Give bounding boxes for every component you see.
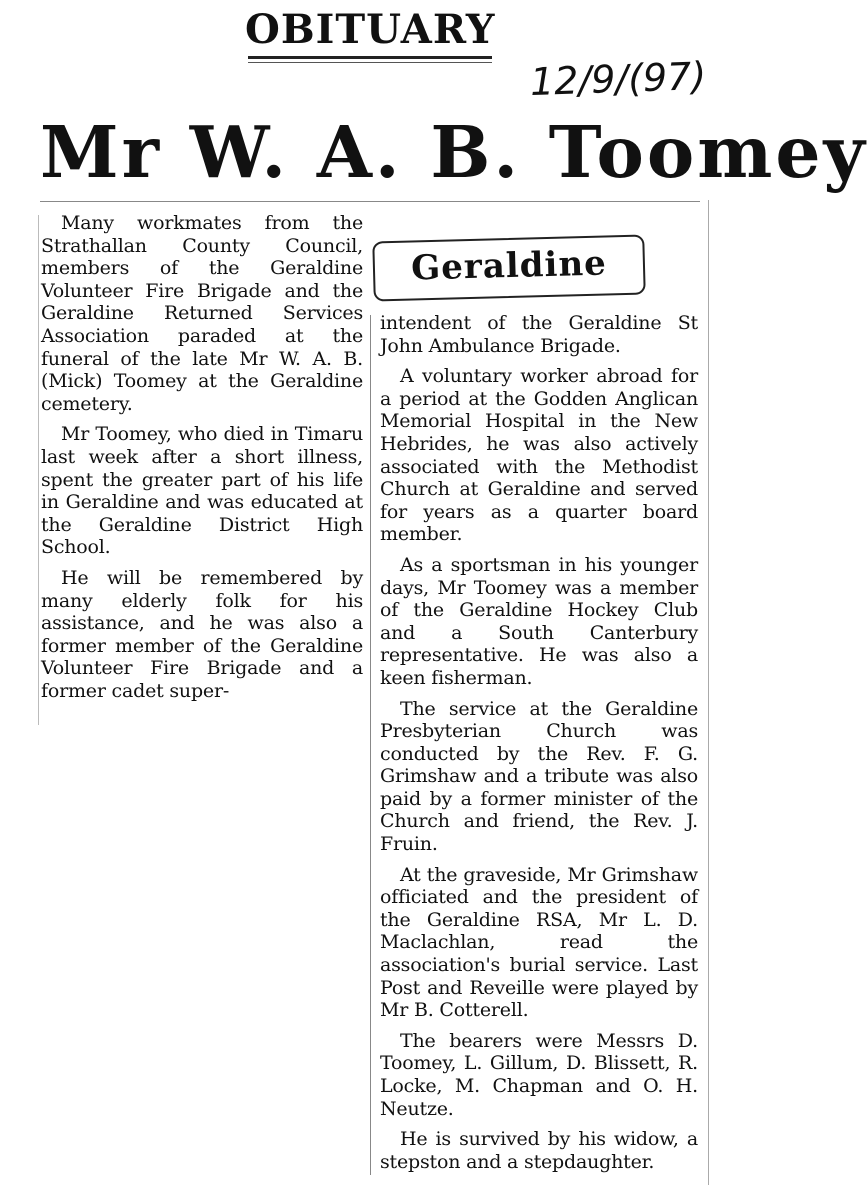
article-paragraph: The bearers were Messrs D. Toomey, L. Gillum, D. Blissett, R. Locke, M. Chapman and O. H. Neutze. [380, 1029, 698, 1120]
article-paragraph: He is survived by his widow, a stepston and a stepdaughter. [380, 1128, 698, 1173]
section-label-rule-thin [248, 62, 492, 63]
article-column-left [41, 212, 363, 710]
dateline-geraldine: Geraldine [410, 243, 608, 289]
article-paragraph: Mr Toomey, who died in Timaru last week after a short illness, spent the greater part of his life in Geraldine and was educated at the Geraldine District High School. [41, 423, 363, 559]
article-column-right [380, 312, 698, 1181]
section-label-rule [248, 56, 492, 59]
column-rule-right-edge [708, 200, 709, 1185]
article-paragraph: He will be remembered by many elderly folk for his assistance, and he was also a former member of the Geraldine Volunteer Fire Brigade and a former cadet super- [41, 566, 363, 702]
headline: Mr W. A. B. Toomey [40, 110, 868, 194]
article-paragraph: intendent of the Geraldine St John Ambulance Brigade. [380, 312, 698, 357]
column-rule-middle [370, 315, 371, 1175]
obituary-section-label: OBITUARY [245, 6, 496, 53]
headline-rule [40, 201, 700, 202]
article-paragraph: Many workmates from the Strathallan County Council, members of the Geraldine Volunteer Fire Brigade and the Geraldine Returned Services Association paraded at the funeral of the late Mr W. A. B. (Mick) Toomey at the Geraldine cemetery. [41, 212, 363, 415]
column-rule-left-edge [38, 215, 39, 725]
article-paragraph: At the graveside, Mr Grimshaw officiated and the president of the Geraldine RSA, Mr L. D. Maclachlan, read the association's burial service. Last Post and Reveille were played by Mr B. Cotterell. [380, 863, 698, 1022]
article-paragraph: As a sportsman in his younger days, Mr Toomey was a member of the Geraldine Hockey Club and a South Canterbury representative. He was also a keen fisherman. [380, 553, 698, 689]
handwritten-date: 12/9/(97) [529, 53, 707, 105]
article-paragraph: The service at the Geraldine Presbyterian Church was conducted by the Rev. F. G. Grimshaw and a tribute was also paid by a former minister of the Church and friend, the Rev. J. Fruin. [380, 697, 698, 856]
article-paragraph: A voluntary worker abroad for a period at the Godden Anglican Memorial Hospital in the New Hebrides, he was also actively associated with the Methodist Church at Geraldine and served for years as a quarter board member. [380, 365, 698, 546]
